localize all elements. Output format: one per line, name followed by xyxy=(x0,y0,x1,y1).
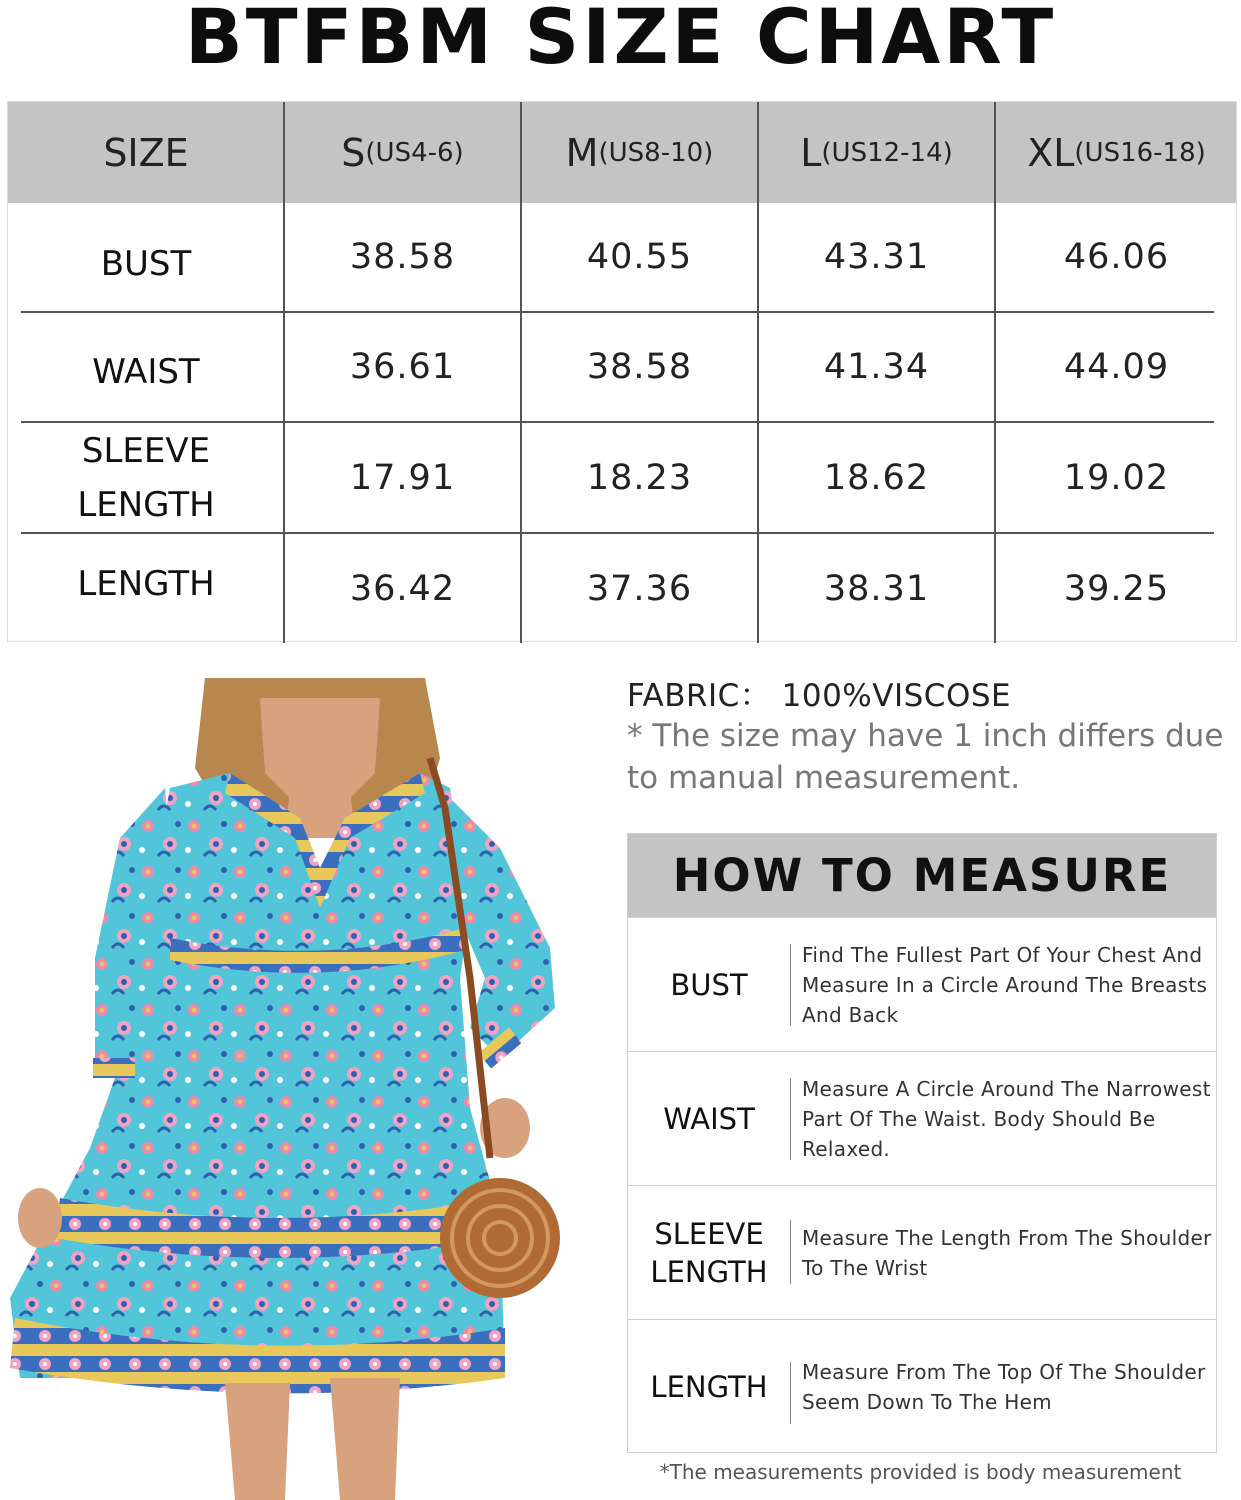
size-table xyxy=(7,101,1237,642)
row-label-sleeve-line1: SLEEVE xyxy=(81,431,211,471)
table-cell xyxy=(995,534,1238,643)
row-label-sleeve-line2: LENGTH xyxy=(77,485,215,525)
header-s-sub: (US4-6) xyxy=(365,137,464,168)
value-waist-xl: 44.09 xyxy=(1063,347,1170,387)
measure-description: Measure From The Top Of The Shoulder Seem Down To The Hem xyxy=(802,1359,1206,1414)
measure-divider xyxy=(790,1220,791,1284)
measure-label xyxy=(628,1186,790,1319)
table-cell xyxy=(995,423,1238,532)
table-cell xyxy=(521,423,758,532)
value-waist-m: 38.58 xyxy=(586,347,693,387)
header-xl-main: XL xyxy=(1027,130,1075,175)
header-s-main: S xyxy=(341,130,366,175)
row-label-sleeve-length xyxy=(8,423,284,533)
measure-label-line1: SLEEVE xyxy=(654,1216,764,1251)
measure-description: Measure The Length From The Shoulder To The Wrist xyxy=(802,1225,1212,1280)
value-length-l: 38.31 xyxy=(823,568,930,609)
how-to-measure-panel xyxy=(627,833,1217,1453)
header-l xyxy=(758,102,995,203)
measure-row-waist xyxy=(628,1051,1216,1185)
table-cell xyxy=(284,203,521,311)
table-cell xyxy=(995,203,1238,311)
value-bust-s: 38.58 xyxy=(349,237,456,277)
fabric-info: FABRIC： 100%VISCOSE xyxy=(627,678,1012,714)
value-sleeve-s: 17.91 xyxy=(349,457,456,498)
header-l-main: L xyxy=(800,130,822,175)
size-note: * The size may have 1 inch differs due to manual measurement. xyxy=(627,718,1224,796)
product-photo xyxy=(0,678,560,1500)
header-m xyxy=(521,102,758,203)
measure-row-length xyxy=(628,1319,1216,1453)
header-size-label: SIZE xyxy=(103,130,189,175)
table-cell xyxy=(521,203,758,311)
measure-label-line2: LENGTH xyxy=(650,1254,768,1289)
measure-divider xyxy=(790,944,791,1026)
header-xl xyxy=(995,102,1238,203)
row-label-waist xyxy=(8,313,284,423)
measure-divider xyxy=(790,1078,791,1160)
value-bust-m: 40.55 xyxy=(586,237,693,277)
row-label-length xyxy=(8,534,284,634)
row-label-bust xyxy=(8,203,284,313)
header-m-sub: (US8-10) xyxy=(598,137,714,168)
table-cell xyxy=(758,534,995,643)
table-cell xyxy=(995,313,1238,421)
measure-label: WAIST xyxy=(663,1101,755,1136)
value-sleeve-xl: 19.02 xyxy=(1063,457,1170,498)
row-label-waist-text: WAIST xyxy=(92,352,200,392)
header-size xyxy=(8,102,284,203)
measure-label: LENGTH xyxy=(650,1369,768,1404)
row-label-bust-text: BUST xyxy=(100,244,192,284)
header-l-sub: (US12-14) xyxy=(821,137,953,168)
footnote: *The measurements provided is body measurement xyxy=(659,1460,1182,1484)
value-length-xl: 39.25 xyxy=(1063,568,1170,609)
header-s xyxy=(284,102,521,203)
value-sleeve-l: 18.62 xyxy=(823,457,930,498)
value-waist-s: 36.61 xyxy=(349,347,456,387)
measure-label: BUST xyxy=(670,967,748,1002)
rattan-bag xyxy=(440,1178,560,1298)
how-to-measure-heading: HOW TO MEASURE xyxy=(628,834,1216,917)
chart-title: BTFBM SIZE CHART xyxy=(184,0,1057,81)
value-bust-l: 43.31 xyxy=(823,237,930,277)
value-length-m: 37.36 xyxy=(586,568,693,609)
measure-description: Find The Fullest Part Of Your Chest And Measure In a Circle Around The Breasts And Back xyxy=(802,942,1208,1027)
row-label-length-text: LENGTH xyxy=(77,564,215,604)
header-xl-sub: (US16-18) xyxy=(1074,137,1206,168)
value-length-s: 36.42 xyxy=(349,568,456,609)
table-cell xyxy=(758,313,995,421)
value-bust-xl: 46.06 xyxy=(1063,237,1170,277)
measure-divider xyxy=(790,1362,791,1424)
model-dress-illustration xyxy=(0,678,560,1500)
table-cell xyxy=(284,534,521,643)
table-cell xyxy=(521,534,758,643)
header-m-main: M xyxy=(565,130,599,175)
measure-row-sleeve-length xyxy=(628,1185,1216,1319)
measure-description: Measure A Circle Around The Narrowest Part Of The Waist. Body Should Be Relaxed. xyxy=(802,1076,1211,1161)
measure-row-bust xyxy=(628,917,1216,1051)
table-cell xyxy=(758,423,995,532)
table-cell xyxy=(521,313,758,421)
value-waist-l: 41.34 xyxy=(823,347,930,387)
table-cell xyxy=(284,313,521,421)
table-cell xyxy=(284,423,521,532)
value-sleeve-m: 18.23 xyxy=(586,457,693,498)
table-cell xyxy=(758,203,995,311)
